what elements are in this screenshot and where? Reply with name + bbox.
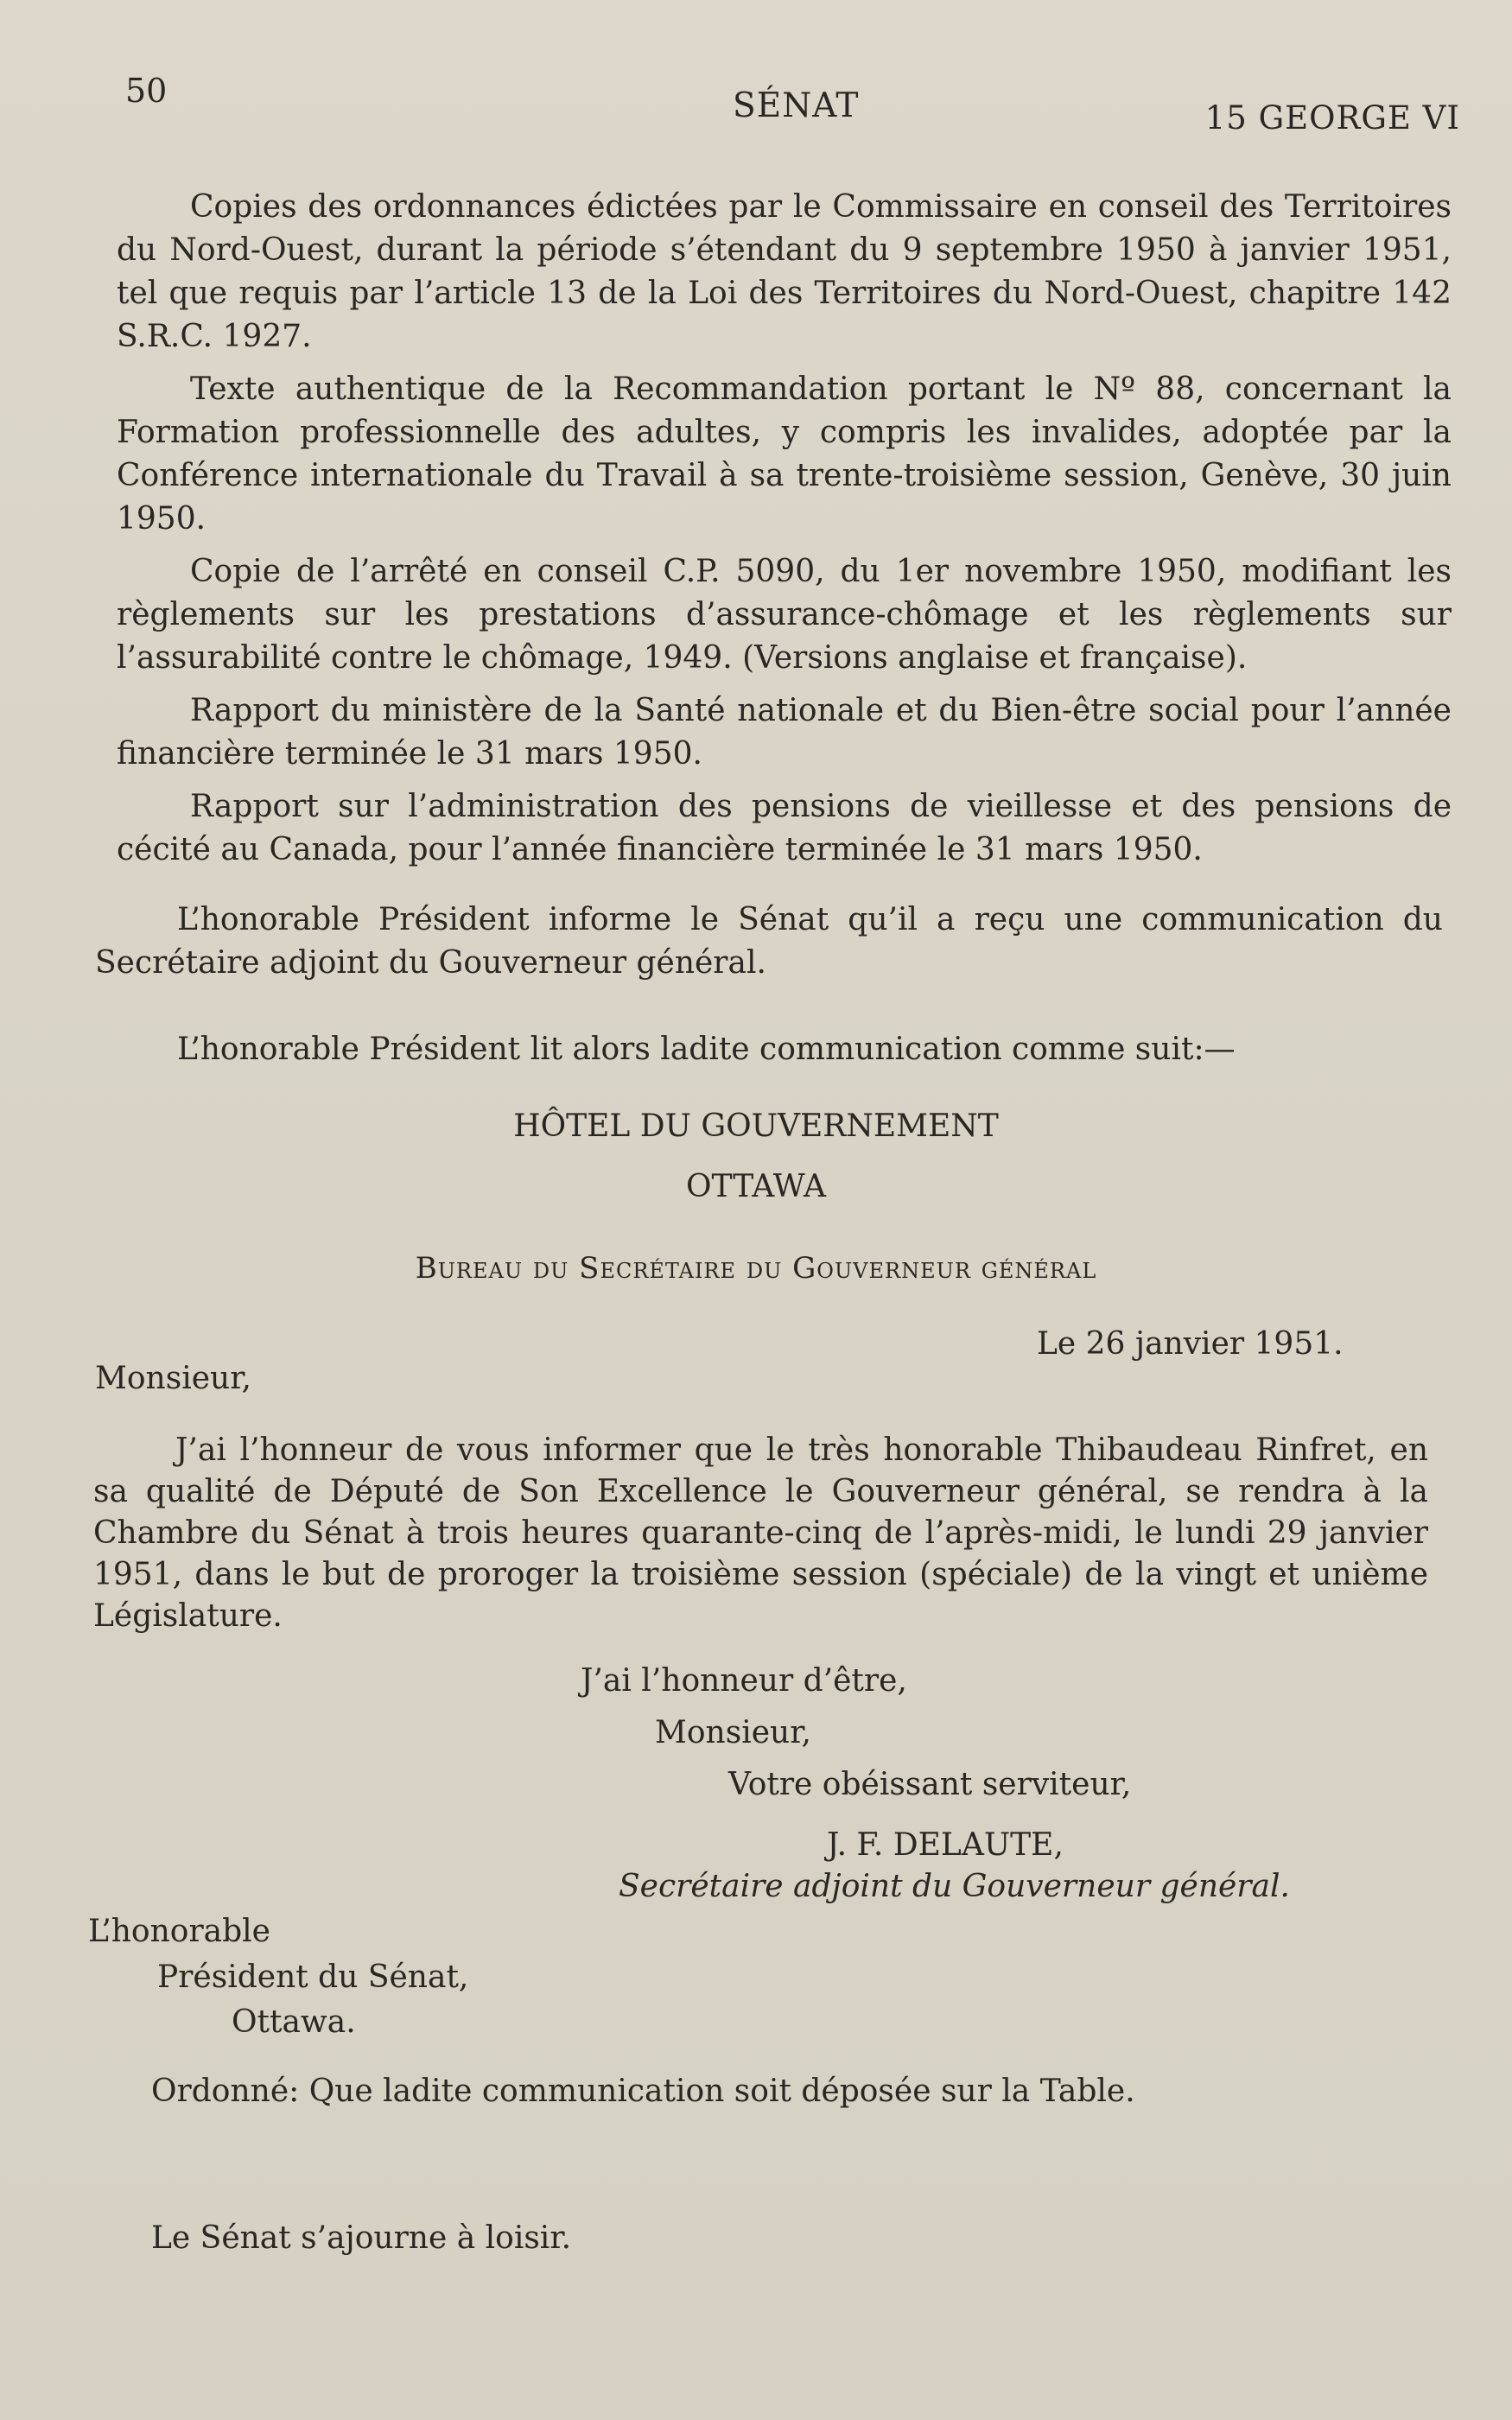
letter-salutation: Monsieur, — [95, 1361, 251, 1396]
page-header — [0, 65, 1512, 137]
tabled-documents-list — [117, 186, 1452, 881]
regnal-year: 15 GEORGE VI — [1204, 99, 1460, 137]
tabled-document-5: Rapport sur l’administration des pensions de vieillesse et des pensions de cécité au Canada, pour l’année financière terminée le 31 mars 1950. — [117, 789, 1452, 867]
letter-closing-3: Votre obéissant serviteur, — [728, 1767, 1132, 1802]
order-statement: Ordonné: Que ladite communication soit déposée sur la Table. — [151, 2074, 1135, 2109]
tabled-document-2: Texte authentique de la Recommandation portant le Nº 88, concernant la Formation professionnelle des adultes, y compris les invalides, adoptée par la Conférence internationale du Travail à sa trente-troisième session, Genève, 30 juin 1950. — [117, 372, 1452, 537]
speaker-announcement: L’honorable Président informe le Sénat qu’il a reçu une communication du Secrétaire adjoint du Gouverneur général. — [95, 902, 1443, 981]
letter-heading-1: HÔTEL DU GOUVERNEMENT — [513, 1108, 999, 1144]
tabled-document-3: Copie de l’arrêté en conseil C.P. 5090, du 1er novembre 1950, modifiant les règlements sur les prestations d’assurance-chômage et les règlements sur l’assurabilité contre le chômage, 1949. (Versions anglaise et française). — [117, 554, 1452, 676]
addressee-line-3: Ottawa. — [232, 2004, 356, 2040]
signatory-name: J. F. DELAUTE, — [827, 1827, 1064, 1863]
adjournment-statement: Le Sénat s’ajourne à loisir. — [151, 2220, 572, 2256]
signatory-title: Secrétaire adjoint du Gouverneur général. — [619, 1869, 1290, 1904]
letter-closing-2: Monsieur, — [655, 1715, 811, 1750]
addressee-line-1: L’honorable — [88, 1914, 270, 1949]
tabled-document-4: Rapport du ministère de la Santé nationale et du Bien-être social pour l’année financière terminée le 31 mars 1950. — [117, 693, 1452, 772]
tabled-document-1: Copies des ordonnances édictées par le Commissaire en conseil des Territoires du Nord-Ouest, durant la période s’étendant du 9 septembre 1950 à janvier 1951, tel que requis par l’article 13 de la Loi des Territoires du Nord-Ouest, chapitre 142 S.R.C. 1927. — [117, 189, 1452, 354]
letter-date: Le 26 janvier 1951. — [1037, 1326, 1344, 1362]
letter-office: Bureau du Secrétaire du Gouverneur général — [415, 1251, 1097, 1286]
letter-closing-1: J’ai l’honneur d’être, — [581, 1663, 907, 1699]
letter-heading-2: OTTAWA — [686, 1169, 826, 1204]
addressee-line-2: Président du Sénat, — [157, 1960, 469, 1995]
letter-body: J’ai l’honneur de vous informer que le très honorable Thibaudeau Rinfret, en sa qualité de Député de Son Excellence le Gouverneur général, se rendra à la Chambre du Sénat à trois heures quarante-cinq de l’après-midi, le lundi 29 janvier 1951, dans le but de proroger la troisième session (spéciale) de la vingt et unième Législature. — [93, 1432, 1428, 1634]
reading-intro: L’honorable Président lit alors ladite communication comme suit:— — [177, 1032, 1236, 1067]
page-number: 50 — [125, 72, 168, 110]
running-title: SÉNAT — [733, 86, 860, 125]
